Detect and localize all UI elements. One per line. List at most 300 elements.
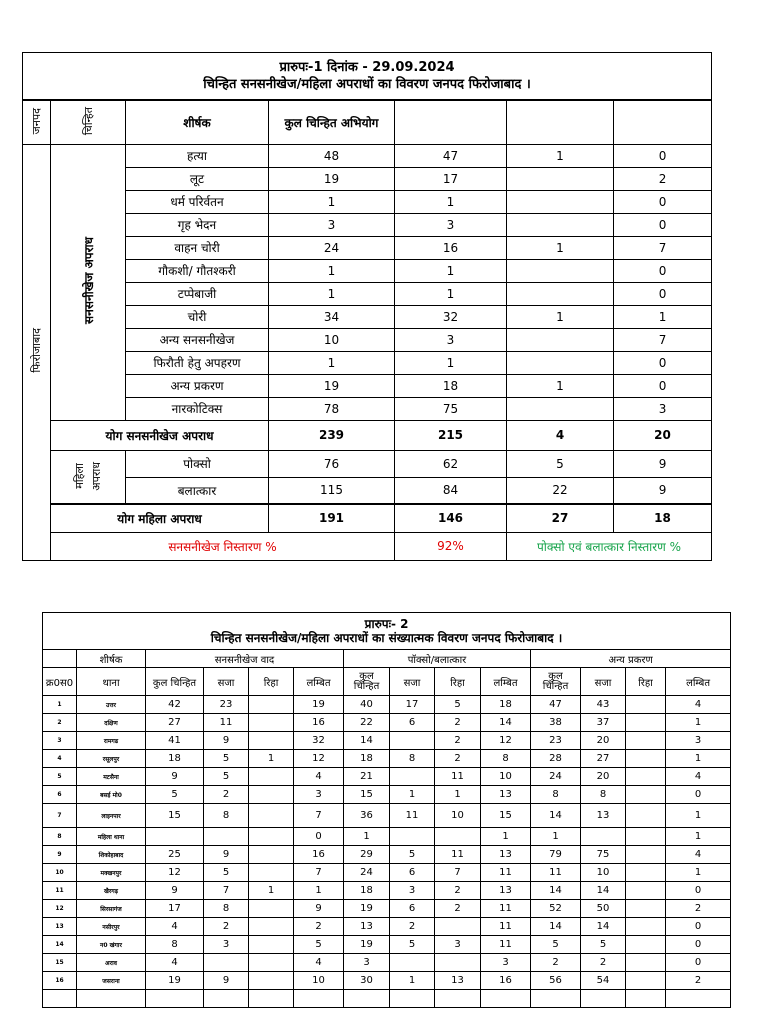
row-number: 2 bbox=[43, 714, 77, 732]
row-number: 5 bbox=[43, 768, 77, 786]
value-cell: 3 bbox=[395, 328, 507, 351]
value-cell: 75 bbox=[395, 397, 507, 420]
form1-table bbox=[22, 52, 712, 561]
count-cell: 4 bbox=[666, 768, 731, 786]
count-cell bbox=[626, 714, 666, 732]
form1-row bbox=[23, 351, 712, 374]
form1-women-row bbox=[23, 477, 712, 504]
count-cell: 3 bbox=[435, 936, 481, 954]
count-cell: 8 bbox=[204, 900, 249, 918]
value-cell: 1 bbox=[269, 351, 395, 374]
thana-name: महिला थाना bbox=[77, 828, 146, 846]
value-cell: 1 bbox=[507, 305, 614, 328]
value-cell: 3 bbox=[614, 397, 712, 420]
value-cell: 48 bbox=[269, 144, 395, 167]
total-value: 191 bbox=[269, 504, 395, 532]
h2-group-sansanikhej: सनसनीखेज वाद bbox=[146, 650, 344, 668]
station-row bbox=[43, 936, 731, 954]
count-cell bbox=[249, 864, 294, 882]
count-cell: 37 bbox=[581, 714, 626, 732]
count-cell: 7 bbox=[204, 882, 249, 900]
form1-title bbox=[23, 53, 712, 101]
count-cell: 41 bbox=[146, 732, 204, 750]
count-cell: 0 bbox=[666, 954, 731, 972]
count-cell: 12 bbox=[294, 750, 344, 768]
count-cell: 5 bbox=[204, 750, 249, 768]
count-cell: 14 bbox=[531, 882, 581, 900]
count-cell: 1 bbox=[390, 972, 435, 990]
count-cell: 8 bbox=[581, 786, 626, 804]
thana-name: अराव bbox=[77, 954, 146, 972]
count-cell: 14 bbox=[581, 918, 626, 936]
count-cell: 4 bbox=[146, 918, 204, 936]
value-cell: 18 bbox=[395, 374, 507, 397]
value-cell: 34 bbox=[269, 305, 395, 328]
count-cell: 0 bbox=[294, 828, 344, 846]
form1-row bbox=[23, 374, 712, 397]
value-cell: 1 bbox=[395, 351, 507, 374]
count-cell bbox=[626, 768, 666, 786]
h2-riha-2: रिहा bbox=[435, 668, 481, 696]
thana-name: मक्खनपुर bbox=[77, 864, 146, 882]
thana-name: दक्षिण bbox=[77, 714, 146, 732]
total-sansanikhej-label: योग सनसनीखेज अपराध bbox=[51, 420, 269, 450]
thana-name: खैरगढ़ bbox=[77, 882, 146, 900]
count-cell bbox=[626, 846, 666, 864]
count-cell: 1 bbox=[666, 804, 731, 828]
count-cell: 17 bbox=[146, 900, 204, 918]
count-cell: 7 bbox=[294, 864, 344, 882]
value-cell: 0 bbox=[614, 144, 712, 167]
count-cell: 15 bbox=[146, 804, 204, 828]
h2-riha-3: रिहा bbox=[626, 668, 666, 696]
station-row bbox=[43, 918, 731, 936]
count-cell bbox=[249, 732, 294, 750]
count-cell: 3 bbox=[204, 936, 249, 954]
crime-name: अन्य सनसनीखेज bbox=[126, 328, 269, 351]
count-cell: 10 bbox=[481, 768, 531, 786]
count-cell: 36 bbox=[344, 804, 390, 828]
h2-group-pocso: पॉक्सो/बलात्कार bbox=[344, 650, 531, 668]
value-cell bbox=[507, 190, 614, 213]
count-cell: 12 bbox=[146, 864, 204, 882]
nistaran-pocso-label: पोक्सो एवं बलात्कार निस्तारण % bbox=[507, 532, 712, 560]
value-cell bbox=[507, 167, 614, 190]
count-cell: 9 bbox=[146, 768, 204, 786]
empty-cell bbox=[626, 990, 666, 1008]
form1-row bbox=[23, 328, 712, 351]
form1-title-line2: चिन्हित सनसनीखेज/महिला अपराधों का विवरण जनपद फिरोजाबाद । bbox=[203, 77, 531, 92]
count-cell: 11 bbox=[204, 714, 249, 732]
value-cell: 1 bbox=[507, 374, 614, 397]
value-cell: 16 bbox=[395, 236, 507, 259]
thana-name: रसूलपुर bbox=[77, 750, 146, 768]
value-cell: 0 bbox=[614, 351, 712, 374]
empty-cell bbox=[146, 990, 204, 1008]
count-cell: 3 bbox=[481, 954, 531, 972]
count-cell: 19 bbox=[344, 936, 390, 954]
form1-row bbox=[23, 167, 712, 190]
count-cell bbox=[626, 900, 666, 918]
count-cell: 2 bbox=[435, 732, 481, 750]
count-cell: 18 bbox=[344, 882, 390, 900]
value-cell bbox=[507, 397, 614, 420]
thana-name: मटसैना bbox=[77, 768, 146, 786]
count-cell: 19 bbox=[146, 972, 204, 990]
count-cell: 29 bbox=[344, 846, 390, 864]
station-row bbox=[43, 804, 731, 828]
count-cell: 2 bbox=[435, 714, 481, 732]
count-cell bbox=[626, 786, 666, 804]
count-cell: 9 bbox=[204, 846, 249, 864]
count-cell: 23 bbox=[531, 732, 581, 750]
count-cell bbox=[249, 786, 294, 804]
value-cell: 2 bbox=[614, 167, 712, 190]
thana-name: सिरसागंज bbox=[77, 900, 146, 918]
count-cell: 5 bbox=[146, 786, 204, 804]
count-cell: 4 bbox=[146, 954, 204, 972]
value-cell: 24 bbox=[269, 236, 395, 259]
count-cell: 25 bbox=[146, 846, 204, 864]
form1-row bbox=[23, 259, 712, 282]
count-cell bbox=[390, 732, 435, 750]
count-cell: 50 bbox=[581, 900, 626, 918]
value-cell: 17 bbox=[395, 167, 507, 190]
count-cell: 0 bbox=[666, 918, 731, 936]
count-cell: 14 bbox=[531, 804, 581, 828]
count-cell: 3 bbox=[666, 732, 731, 750]
total-sansanikhej-row bbox=[23, 420, 712, 450]
count-cell: 11 bbox=[481, 918, 531, 936]
count-cell: 11 bbox=[390, 804, 435, 828]
count-cell bbox=[204, 828, 249, 846]
count-cell bbox=[626, 882, 666, 900]
station-row bbox=[43, 954, 731, 972]
form1-row bbox=[23, 144, 712, 167]
count-cell bbox=[435, 954, 481, 972]
station-row bbox=[43, 768, 731, 786]
form2-title-line1: प्रारुपः- 2 bbox=[364, 617, 409, 631]
form1-title-line1: प्रारुपः-1 दिनांक - 29.09.2024 bbox=[279, 60, 455, 75]
station-row bbox=[43, 864, 731, 882]
count-cell: 11 bbox=[435, 768, 481, 786]
count-cell: 10 bbox=[435, 804, 481, 828]
header-chinhit: चिन्हित bbox=[51, 100, 126, 144]
count-cell: 6 bbox=[390, 900, 435, 918]
station-row bbox=[43, 882, 731, 900]
row-number: 7 bbox=[43, 804, 77, 828]
value-cell: 47 bbox=[395, 144, 507, 167]
station-row-partial bbox=[43, 990, 731, 1008]
value-cell: 1 bbox=[507, 236, 614, 259]
count-cell: 13 bbox=[435, 972, 481, 990]
count-cell: 32 bbox=[294, 732, 344, 750]
count-cell bbox=[390, 828, 435, 846]
value-cell: 62 bbox=[395, 450, 507, 477]
value-cell: 22 bbox=[507, 477, 614, 504]
count-cell: 52 bbox=[531, 900, 581, 918]
value-cell: 3 bbox=[395, 213, 507, 236]
crime-name: हत्या bbox=[126, 144, 269, 167]
station-row bbox=[43, 750, 731, 768]
count-cell bbox=[249, 972, 294, 990]
count-cell bbox=[249, 828, 294, 846]
count-cell: 2 bbox=[390, 918, 435, 936]
count-cell bbox=[249, 714, 294, 732]
count-cell: 13 bbox=[481, 882, 531, 900]
count-cell: 8 bbox=[146, 936, 204, 954]
crime-name: गौकशी/ गौतश्करी bbox=[126, 259, 269, 282]
empty-cell bbox=[581, 990, 626, 1008]
crime-name: नारकोटिक्स bbox=[126, 397, 269, 420]
h2-kram: क्र0स0 bbox=[43, 668, 77, 696]
count-cell: 14 bbox=[481, 714, 531, 732]
value-cell: 5 bbox=[507, 450, 614, 477]
total-mahila-label: योग महिला अपराध bbox=[51, 504, 269, 532]
count-cell: 1 bbox=[531, 828, 581, 846]
count-cell: 16 bbox=[481, 972, 531, 990]
count-cell bbox=[626, 696, 666, 714]
count-cell: 16 bbox=[294, 846, 344, 864]
h2-riha-1: रिहा bbox=[249, 668, 294, 696]
count-cell bbox=[626, 828, 666, 846]
h2-kul-3: कुल चिन्हित bbox=[531, 668, 581, 696]
count-cell bbox=[626, 864, 666, 882]
crime-name: धर्म परिर्वतन bbox=[126, 190, 269, 213]
h2-saja-2: सजा bbox=[390, 668, 435, 696]
thana-name: न0 खंगार bbox=[77, 936, 146, 954]
nistaran-sansanikhej-label: सनसनीखेज निस्तारण % bbox=[51, 532, 395, 560]
count-cell: 2 bbox=[204, 786, 249, 804]
value-cell bbox=[507, 328, 614, 351]
value-cell: 19 bbox=[269, 374, 395, 397]
header-blank-3 bbox=[614, 100, 712, 144]
form1-row bbox=[23, 190, 712, 213]
empty-cell bbox=[344, 990, 390, 1008]
count-cell: 1 bbox=[435, 786, 481, 804]
crime-name: वाहन चोरी bbox=[126, 236, 269, 259]
thana-name: रामगढ bbox=[77, 732, 146, 750]
count-cell: 7 bbox=[294, 804, 344, 828]
form1-row bbox=[23, 397, 712, 420]
count-cell: 11 bbox=[435, 846, 481, 864]
count-cell: 21 bbox=[344, 768, 390, 786]
count-cell: 30 bbox=[344, 972, 390, 990]
count-cell: 54 bbox=[581, 972, 626, 990]
count-cell: 2 bbox=[435, 900, 481, 918]
value-cell: 0 bbox=[614, 213, 712, 236]
form1-row bbox=[23, 305, 712, 328]
count-cell: 16 bbox=[294, 714, 344, 732]
row-number: 12 bbox=[43, 900, 77, 918]
thana-name: उत्तर bbox=[77, 696, 146, 714]
value-cell: 9 bbox=[614, 450, 712, 477]
count-cell bbox=[249, 918, 294, 936]
value-cell: 1 bbox=[269, 190, 395, 213]
empty-cell bbox=[249, 990, 294, 1008]
empty-cell bbox=[481, 990, 531, 1008]
count-cell bbox=[435, 918, 481, 936]
empty-cell bbox=[294, 990, 344, 1008]
group-mahila-wrap bbox=[51, 462, 125, 491]
count-cell bbox=[435, 828, 481, 846]
header-janpad: जनपद bbox=[23, 100, 51, 144]
row-number: 1 bbox=[43, 696, 77, 714]
count-cell: 18 bbox=[481, 696, 531, 714]
value-cell: 7 bbox=[614, 328, 712, 351]
total-value: 146 bbox=[395, 504, 507, 532]
district-cell bbox=[23, 144, 51, 560]
count-cell: 9 bbox=[204, 732, 249, 750]
count-cell: 3 bbox=[294, 786, 344, 804]
count-cell bbox=[204, 954, 249, 972]
count-cell: 5 bbox=[204, 864, 249, 882]
count-cell: 15 bbox=[344, 786, 390, 804]
count-cell: 43 bbox=[581, 696, 626, 714]
count-cell: 19 bbox=[344, 900, 390, 918]
value-cell: 1 bbox=[269, 282, 395, 305]
station-row bbox=[43, 714, 731, 732]
h2-group-anya: अन्य प्रकरण bbox=[531, 650, 731, 668]
count-cell: 13 bbox=[481, 786, 531, 804]
group-mahila-line2: अपराध bbox=[90, 462, 103, 492]
count-cell: 10 bbox=[581, 864, 626, 882]
value-cell: 115 bbox=[269, 477, 395, 504]
crime-name: टप्पेबाजी bbox=[126, 282, 269, 305]
count-cell: 1 bbox=[249, 750, 294, 768]
count-cell bbox=[626, 804, 666, 828]
count-cell: 2 bbox=[294, 918, 344, 936]
value-cell: 78 bbox=[269, 397, 395, 420]
value-cell bbox=[507, 282, 614, 305]
count-cell bbox=[626, 750, 666, 768]
count-cell: 9 bbox=[146, 882, 204, 900]
row-number: 11 bbox=[43, 882, 77, 900]
h2-saja-1: सजा bbox=[204, 668, 249, 696]
count-cell bbox=[249, 846, 294, 864]
row-number: 15 bbox=[43, 954, 77, 972]
count-cell bbox=[249, 936, 294, 954]
count-cell: 1 bbox=[666, 750, 731, 768]
crime-name: फिरौती हेतु अपहरण bbox=[126, 351, 269, 374]
crime-name: लूट bbox=[126, 167, 269, 190]
count-cell: 5 bbox=[204, 768, 249, 786]
row-number: 14 bbox=[43, 936, 77, 954]
station-row bbox=[43, 900, 731, 918]
count-cell: 1 bbox=[666, 714, 731, 732]
count-cell bbox=[581, 828, 626, 846]
count-cell: 19 bbox=[294, 696, 344, 714]
group-sansanikhej bbox=[51, 144, 126, 420]
empty-cell bbox=[531, 990, 581, 1008]
count-cell bbox=[626, 732, 666, 750]
empty-cell bbox=[666, 990, 731, 1008]
empty-cell bbox=[204, 990, 249, 1008]
count-cell: 12 bbox=[481, 732, 531, 750]
h2-lambit-1: लम्बित bbox=[294, 668, 344, 696]
count-cell bbox=[249, 900, 294, 918]
crime-name: अन्य प्रकरण bbox=[126, 374, 269, 397]
form2-title bbox=[43, 613, 731, 650]
group-mahila-line1: महिला bbox=[73, 463, 86, 490]
crime-name: बलात्कार bbox=[126, 477, 269, 504]
count-cell bbox=[626, 918, 666, 936]
count-cell: 1 bbox=[390, 786, 435, 804]
count-cell: 7 bbox=[435, 864, 481, 882]
nistaran-sansanikhej-pct: 92% bbox=[395, 532, 507, 560]
station-row bbox=[43, 828, 731, 846]
row-number: 16 bbox=[43, 972, 77, 990]
count-cell: 11 bbox=[481, 864, 531, 882]
value-cell: 76 bbox=[269, 450, 395, 477]
form2-title-line2: चिन्हित सनसनीखेज/महिला अपराधों का संख्यात्मक विवरण जनपद फिरोजाबाद । bbox=[210, 631, 563, 645]
value-cell: 1 bbox=[269, 259, 395, 282]
count-cell: 10 bbox=[294, 972, 344, 990]
value-cell: 1 bbox=[395, 282, 507, 305]
value-cell: 32 bbox=[395, 305, 507, 328]
value-cell: 0 bbox=[614, 190, 712, 213]
count-cell: 5 bbox=[581, 936, 626, 954]
count-cell: 9 bbox=[204, 972, 249, 990]
count-cell bbox=[626, 972, 666, 990]
form1-row bbox=[23, 236, 712, 259]
header-blank-2 bbox=[507, 100, 614, 144]
value-cell bbox=[507, 213, 614, 236]
count-cell bbox=[249, 954, 294, 972]
count-cell: 2 bbox=[204, 918, 249, 936]
value-cell: 0 bbox=[614, 282, 712, 305]
count-cell: 75 bbox=[581, 846, 626, 864]
form1-women-row bbox=[23, 450, 712, 477]
count-cell: 13 bbox=[481, 846, 531, 864]
count-cell: 40 bbox=[344, 696, 390, 714]
count-cell: 24 bbox=[344, 864, 390, 882]
thana-name: बसई मो0 bbox=[77, 786, 146, 804]
station-row bbox=[43, 972, 731, 990]
count-cell: 20 bbox=[581, 732, 626, 750]
value-cell: 1 bbox=[507, 144, 614, 167]
station-row bbox=[43, 696, 731, 714]
count-cell: 4 bbox=[294, 768, 344, 786]
empty-cell bbox=[43, 990, 77, 1008]
station-row bbox=[43, 846, 731, 864]
crime-name: पोक्सो bbox=[126, 450, 269, 477]
total-value: 18 bbox=[614, 504, 712, 532]
crime-name: चोरी bbox=[126, 305, 269, 328]
count-cell: 3 bbox=[390, 882, 435, 900]
count-cell bbox=[626, 954, 666, 972]
total-value: 20 bbox=[614, 420, 712, 450]
count-cell: 13 bbox=[581, 804, 626, 828]
h2-lambit-3: लम्बित bbox=[666, 668, 731, 696]
count-cell: 24 bbox=[531, 768, 581, 786]
count-cell: 1 bbox=[666, 828, 731, 846]
district-label: फिरोजाबाद bbox=[30, 328, 43, 373]
thana-name: शिकोहाबाद bbox=[77, 846, 146, 864]
value-cell: 84 bbox=[395, 477, 507, 504]
header-shirshak: शीर्षक bbox=[126, 100, 269, 144]
h2-shirshak: शीर्षक bbox=[77, 650, 146, 668]
value-cell: 0 bbox=[614, 259, 712, 282]
row-number: 4 bbox=[43, 750, 77, 768]
empty-cell bbox=[77, 990, 146, 1008]
h2-kul-1: कुल चिन्हित bbox=[146, 668, 204, 696]
count-cell: 27 bbox=[146, 714, 204, 732]
count-cell: 2 bbox=[435, 750, 481, 768]
thana-name: जसराना bbox=[77, 972, 146, 990]
count-cell: 22 bbox=[344, 714, 390, 732]
count-cell: 8 bbox=[481, 750, 531, 768]
